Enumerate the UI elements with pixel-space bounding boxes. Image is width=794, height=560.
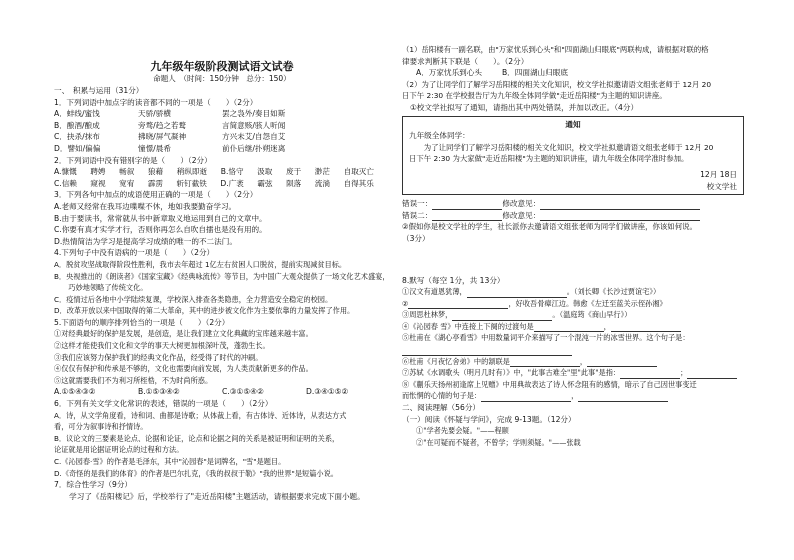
q3-stem: 3．下列各句中加点的成语使用正确的一项是（ ）（2分）	[54, 190, 258, 200]
q2-word: 狼藉	[147, 167, 164, 177]
error-label: 错误二：	[402, 210, 433, 220]
q7-stem: 7．综合性学习（9分）	[54, 480, 133, 490]
q6-option: B．议论文的三要素是论点、论据和论证，论点和论据之间的关系是被证明和证明的关系，	[54, 433, 340, 443]
q1-option-b: B．酿酒/酿成	[54, 120, 100, 130]
q2-word: 稍纵即逝	[176, 167, 208, 177]
q5-option-b: B.①⑤③④②	[138, 387, 180, 397]
part1-heading: 一、 积累与运用（31分）	[54, 86, 144, 95]
q6-option: D.《奇怪的是我们的体育》的作者是巴尔扎克，《我的叔叔于勒》"我的世界"是短篇小说。	[54, 468, 338, 478]
q2-word: 渺茫	[314, 167, 330, 177]
q2-word: B.恪守	[220, 167, 244, 177]
q8-line	[402, 286, 744, 298]
q1-option-d-3: 前仆后继/扑朔迷离	[222, 143, 286, 153]
q1-option-row	[54, 108, 390, 120]
q7-option-b: B．四面湖山归眼底	[501, 68, 568, 78]
q2-word: 废于	[285, 167, 302, 177]
q3-option: B.由于要读书，常常就从书中新章取义地运用到自己的文章中。	[54, 213, 267, 223]
q1-option-b-2: 旁骛/趋之若鹜	[138, 120, 187, 130]
q8-line	[402, 356, 744, 368]
notice-recipient: 九年级全体同学：	[409, 131, 470, 141]
q8-line	[402, 367, 744, 379]
fix-label: 修改意见：	[502, 210, 541, 220]
q1-option-a-3: 罢之袅外/奏目如斯	[222, 109, 286, 119]
error-blank[interactable]	[432, 211, 502, 221]
q8-text: ；	[680, 368, 688, 378]
q2-word: 窥视	[90, 178, 106, 188]
q5-stem: 5.下面语句的顺序排列恰当的一项是（ ）（2分）	[54, 317, 230, 327]
q8-text: ④《沁园春 雪》中连接上下阕的过渡句是	[402, 321, 534, 331]
q5-sentence: ⑤这就需要我们不为利习所桎梏，不为时尚所惑。	[54, 375, 213, 385]
q4-option: C．疫情过后各地中小学陆续复课，学校深入排查各类隐患，全力营造安全稳定的校园。	[54, 294, 333, 304]
q2-word: 陨落	[286, 178, 302, 188]
fix-blank[interactable]	[540, 200, 700, 210]
q8-text: ⑦苏轼《水调歌头（明月几时有）》中，"此事古难全"里"此事"是指：	[402, 368, 621, 378]
q1-option-b-3: 言简意赅/骇人听闻	[222, 120, 286, 130]
q4-option: 巧妙地领略了传统文化。	[54, 283, 148, 293]
q8-text: ①汉文有道恩犹薄，	[402, 287, 467, 297]
q8-line	[402, 321, 744, 333]
q6-stem: 6．下列有关文学文化常识的表述，错误的一项是（ ）（2分）	[54, 399, 273, 409]
notice-date: 12月 18日	[700, 169, 737, 179]
q2-word: D.广袤	[220, 178, 244, 188]
q1-option-row	[54, 131, 390, 143]
q2-word: 宽宥	[119, 178, 135, 188]
q8-stem: 8.默写（每空 1分，共 13分）	[402, 275, 505, 285]
q8-blank[interactable]	[481, 392, 571, 402]
exam-title: 九年级年级阶段测试语文试卷	[150, 60, 294, 73]
q5-option-d: D.③④①⑤②	[306, 387, 349, 397]
q8-line: ⑧《蒯乐天扬州初逢席上见赠》中用典故表达了诗人怀念阻有的感情，暗示了自己因世事变迁	[402, 379, 697, 389]
q7-part1-options	[402, 67, 744, 79]
q2-word: 流淌	[314, 178, 330, 188]
q1-option-c-2: 拂晓/屏气凝神	[138, 132, 187, 142]
q5-sentence: ③我们应该努力保护我们的经典文化作品，经受得了时代的冲刷。	[54, 352, 263, 362]
q2-word: 汲取	[257, 167, 273, 177]
q7-part2: （2）为了让同学们了解学习岳阳楼的相关文化知识，校文学社拟邀请语文组张老师于 12月 20	[402, 79, 712, 89]
q5-options	[54, 386, 390, 398]
q6-option: 看，可分为叙事诗和抒情诗。	[54, 422, 148, 432]
error-row-1	[402, 198, 744, 210]
q1-option-row	[54, 143, 390, 155]
q7-part2-invite: ②假如你是校文学社的学生，社长派你去邀请语文组张老师为同学们做讲座，你该如何说。	[402, 222, 697, 232]
q2-word: 自得其乐	[343, 178, 374, 188]
q1-option-c-3: 方兴未艾/自怨自艾	[222, 132, 286, 142]
q8-blank[interactable]	[402, 346, 572, 356]
q5-option-a: A.①⑤④③②	[54, 387, 96, 397]
q2-word: 聘娉	[90, 167, 106, 177]
q2-word: 畅叙	[119, 167, 135, 177]
q1-option-a-2: 天骄/骄横	[138, 109, 171, 119]
q5-sentence: ①对经典最好的保护是发展，是创造，是让我们建立文化典藏的宝库越来越丰富。	[54, 329, 313, 339]
answer-space[interactable]	[402, 245, 744, 275]
q8-text: 而怅惘的心情的句子是：	[402, 391, 482, 401]
q4-option: D．改革开放以来中国取得的第二大革命，其中的进步被文化作为主要依靠的力量发挥了作用。	[54, 306, 355, 316]
q8-blank[interactable]	[611, 322, 681, 332]
q2-word: C.信赖	[54, 178, 77, 188]
q1-option-c: C．抉杀/抹布	[54, 132, 100, 142]
q7-part2-invite-score: （3分）	[402, 233, 430, 243]
q8-text: ，	[571, 391, 579, 401]
notice-signature: 校文学社	[706, 181, 737, 191]
q7-part1-cont: 律要求判断其下联是（ ）。（2分）	[402, 56, 529, 66]
q4-option: A．脱贫攻坚战取得阶段性胜利，我市去年超过 1亿左右贫困人口脱贫，提前实现减贫目标。	[54, 259, 347, 269]
q6-option: 论证就是用论据证明论点的过程和方法。	[54, 445, 184, 455]
error-label: 错误一：	[402, 199, 433, 209]
left-column	[54, 85, 390, 502]
q7-part2-cont: 日下午 2:30 在学校报告厅为九年级全体同学做"走近岳阳楼"为主题的知识讲座。	[402, 91, 667, 101]
q8-line	[402, 309, 744, 321]
q8-text: ⑥杜甫《月夜忆舍弟》中的颔联是	[402, 356, 510, 366]
q7-option-a: A．万家忧乐到心头	[416, 68, 482, 78]
q4-stem: 4.下列句子中没有语病的一项是（ ）（2分）	[54, 248, 215, 258]
q2-word: 自取灭亡	[343, 167, 374, 177]
reading1-heading: （一）阅读《怀疑与学问》，完成 9-13题。（12分）	[402, 414, 576, 424]
q2-option-row	[54, 178, 374, 190]
q1-option-d-2: 憧憬/晨希	[138, 143, 171, 153]
q4-option: B．央视推出的《朗读者》《国家宝藏》《经典咏流传》等节目，为中国广大观众提供了一场文化艺术盛宴，	[54, 271, 390, 281]
q8-blank[interactable]	[510, 357, 580, 367]
notice-body: 为了让同学们了解学习岳阳楼的相关文化知识，校文学社拟邀请语文组张老师于 12月 20	[409, 142, 714, 152]
fix-blank[interactable]	[540, 211, 700, 221]
q1-option-a: A．蚌线/蜜饯	[54, 109, 100, 119]
q8-text: ②	[402, 298, 409, 308]
q2-word: 霸弦	[257, 178, 273, 188]
q1-option-row	[54, 120, 390, 132]
q3-option: A.老师又经常在我耳边喋喋不休，地如我要勤奋学习。	[54, 201, 237, 211]
error-blank[interactable]	[432, 200, 502, 210]
q8-text: ，	[603, 321, 611, 331]
q3-option: D.热情简洁为学习是提高学习成绩的唯一的不二法门。	[54, 236, 237, 246]
q3-option: C.你要有真才实学才行，否则你再怎么自吹自擂也是没有用的。	[54, 225, 267, 235]
q8-text: ，好收吾骨瘴江边。韩愈《左迁至蓝关示侄孙湘》	[508, 298, 667, 308]
q2-option-row	[54, 166, 374, 178]
q2-word: 斩钉截铁	[176, 178, 207, 188]
q7-part1: （1）岳阳楼有一副名联，由"万家忧乐到心头"和"四面湖山归眼底"两联构成，请根据对联的格	[402, 45, 709, 54]
q2-word: A.慷慨	[54, 167, 77, 177]
q8-blank[interactable]	[534, 322, 604, 332]
q8-blank[interactable]	[452, 311, 552, 321]
q8-text: ③周思杜林梦，	[402, 310, 453, 320]
reading1-quote: ①"学者先要会疑。"——程颐	[416, 426, 509, 436]
q7-intro: 学习了《岳阳楼记》后，学校举行了"走近岳阳楼"主题活动，请根据要求完成下面小题。	[54, 491, 365, 501]
reading1-quote: ②"在可疑而不疑者，不曾学；学则须疑。"——张载	[416, 437, 581, 447]
q8-text: ，	[579, 356, 588, 366]
q8-line	[402, 390, 744, 402]
part2-heading: 二、阅读理解（56分）	[402, 403, 481, 413]
q1-stem: 1．下列词语中加点字的读音都不同的一项是（ ）（2分）	[54, 97, 258, 107]
error-row-2	[402, 210, 744, 222]
notice-body: 日下午 2:30 为大家做"走近岳阳楼"为主题的知识讲座，请九年级全体同学准时参加。	[409, 154, 689, 164]
q6-option: A．诗，从文学角度看，诗和词、曲都是诗歌；从体裁上看，有古体诗、近体诗，从表达方式	[54, 410, 347, 420]
notice-heading: 通知	[565, 119, 581, 129]
fix-label: 修改意见：	[502, 199, 541, 209]
q7-part2-task: ①校文学社拟写了通知，请指出其中两处错误，并加以改正。（4分）	[410, 102, 639, 112]
q6-option: C.《沁园春·雪》的作者是毛泽东，其中"沁园春"是词牌名，"雪"是题目。	[54, 457, 286, 466]
q8-line: ⑤杜甫在《湖心亭看雪》中用数量词平介来描写了一个混沌一片的冰雪世界。这个句子是：	[402, 333, 690, 343]
right-column	[402, 44, 744, 448]
q8-blank[interactable]	[408, 299, 508, 309]
q5-option-c: C.③①⑤④②	[222, 387, 264, 397]
q8-text: 。（温庭筠《商山早行》）	[552, 310, 632, 320]
q8-blank[interactable]	[467, 288, 567, 298]
q5-sentence: ④仅仅有保护和传承是不够的，文化也需要向前发展，为人类贡献新更多的作品。	[54, 364, 313, 374]
q8-blank[interactable]	[687, 369, 737, 379]
q8-text: 。（刘长卿《长沙过贾谊宅》）	[566, 287, 661, 297]
notice-box	[402, 116, 744, 196]
q8-line	[402, 298, 744, 310]
q8-line	[402, 344, 744, 356]
q8-blank[interactable]	[620, 369, 680, 379]
q5-sentence: ②这样才能使我们文化和文学的事天大树更加根深叶茂，蓬勃生长。	[54, 341, 270, 351]
q8-blank[interactable]	[578, 392, 668, 402]
q2-stem: 2．下列词语中没有错别字的是（ ）（2分）	[54, 155, 212, 165]
q8-blank[interactable]	[587, 357, 657, 367]
q1-option-d: D．譬如/偏偏	[54, 143, 101, 153]
exam-meta: 命题人 （时间：150分钟 总分：150）	[153, 74, 291, 83]
q2-word: 霹雳	[147, 178, 164, 188]
